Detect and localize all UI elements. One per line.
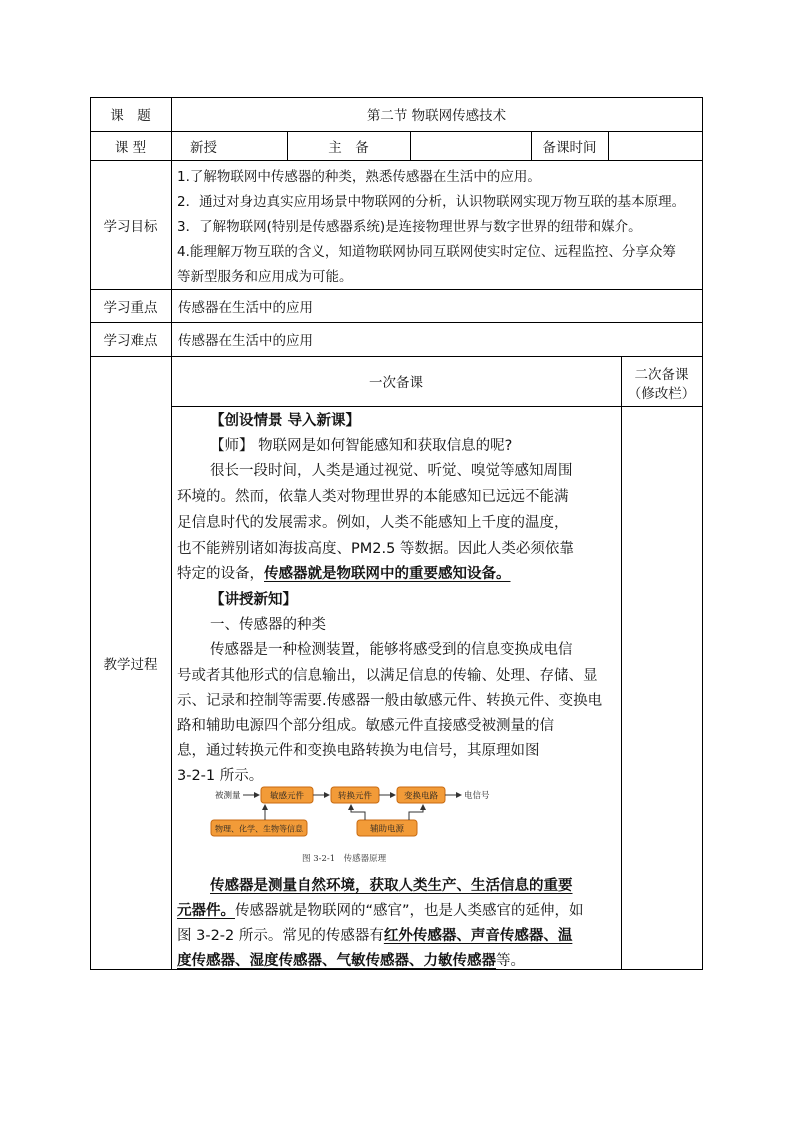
paragraph-line: 度传感器、湿度传感器、气敏传感器、力敏传感器等。	[177, 953, 525, 969]
paragraph-line: 传感器是一种检测装置，能够将感受到的信息变换成电信	[210, 642, 573, 658]
power-label: 辅助电源	[369, 824, 405, 835]
goal-line: 1.了解物联网中传感器的种类，熟悉传感器在生活中的应用。	[177, 169, 541, 185]
paragraph-line: 图 3-2-2 所示。常见的传感器有红外传感器、声音传感器、温	[177, 928, 573, 944]
conversion-element-label: 转换元件	[337, 791, 373, 802]
second-prep-subheading: （修改栏）	[627, 386, 696, 402]
second-prep-heading: 二次备课	[634, 366, 689, 383]
paragraph-line: 特定的设备，传感器就是物联网中的重要感知设备。	[177, 566, 511, 582]
goal-line: 4.能理解万物互联的含义，知道物联网协同互联网使实时定位、远程监控、分享众筹	[177, 244, 676, 260]
preparer-label: 主 备	[328, 139, 369, 156]
paragraph-line: 3-2-1 所示。	[177, 768, 264, 784]
paragraph-line: 传感器是测量自然环境，获取人类生产、生活信息的重要	[210, 878, 573, 894]
first-prep-heading: 一次备课	[369, 375, 423, 391]
col-divider	[608, 131, 609, 160]
difficulty-label: 学习难点	[103, 333, 158, 349]
paragraph-line: 环境的。然而，依靠人类对物理世界的本能感知已远远不能满	[177, 489, 569, 505]
goals-label: 学习目标	[103, 218, 158, 235]
type-label: 课 型	[114, 139, 147, 156]
subsection-title: 一、传感器的种类	[210, 617, 326, 633]
paragraph-line: 息，通过转换元件和变换电路转换为电信号，其原理如图	[177, 743, 540, 759]
goal-line: 等新型服务和应用成为可能。	[177, 269, 353, 285]
topic-label: 课 题	[110, 108, 151, 124]
paragraph-line: 元器件。传感器就是物联网的“感官”，也是人类感官的延伸，如	[177, 903, 584, 919]
goal-line: 2．通过对身边真实应用场景中物联网的分析，认识物联网实现万物互联的基本原理。	[177, 194, 686, 210]
paragraph-line: 路和辅助电源四个部分组成。敏感元件直接感受被测量的信	[177, 718, 554, 734]
sensitive-element-label: 敏感元件	[269, 791, 305, 802]
row-divider	[171, 406, 703, 407]
prep-time-label: 备课时间	[542, 139, 597, 156]
process-label: 教学过程	[103, 656, 158, 673]
section-title: 【讲授新知】	[210, 592, 297, 608]
figure-caption: 图 3-2-1 传感器原理	[302, 854, 387, 864]
key-point-label: 学习重点	[103, 299, 158, 316]
goal-line: 3．了解物联网(特别是传感器系统)是连接物理世界与数字世界的纽带和媒介。	[177, 219, 642, 235]
col-divider	[171, 97, 172, 969]
col-divider	[621, 356, 622, 969]
paragraph-line: 很长一段时间，人类是通过视觉、听觉、嗅觉等感知周围	[210, 463, 573, 479]
paragraph-line: 也不能辨别诸如海拔高度、PM2.5 等数据。因此人类必须依靠	[177, 541, 574, 557]
paragraph-line: 足信息时代的发展需求。例如，人类不能感知上千度的温度，	[177, 515, 569, 531]
key-point-value: 传感器在生活中的应用	[178, 299, 313, 316]
col-divider	[410, 131, 411, 160]
sensor-principle-diagram	[205, 784, 505, 844]
transform-circuit-label: 变换电路	[403, 791, 439, 802]
table-border-right	[702, 97, 703, 969]
teacher-question: 【师】 物联网是如何智能感知和获取信息的呢?	[210, 438, 513, 454]
difficulty-value: 传感器在生活中的应用	[178, 333, 313, 349]
arrow	[351, 805, 365, 820]
topic-value: 第二节 物联网传感技术	[366, 108, 507, 124]
arrow	[409, 805, 423, 820]
paragraph-line: 示、记录和控制等需要.传感器一般由敏感元件、转换元件、变换电	[177, 693, 603, 709]
type-value: 新授	[190, 139, 217, 156]
info-label: 物理、化学、生物等信息	[215, 824, 303, 834]
row-divider	[90, 160, 703, 161]
output-label: 电信号	[464, 791, 490, 801]
input-label: 被测量	[215, 791, 241, 801]
paragraph-line: 号或者其他形式的信息输出，以满足信息的传输、处理、存储、显	[177, 668, 598, 684]
section-title: 【创设情景 导入新课】	[210, 413, 361, 429]
